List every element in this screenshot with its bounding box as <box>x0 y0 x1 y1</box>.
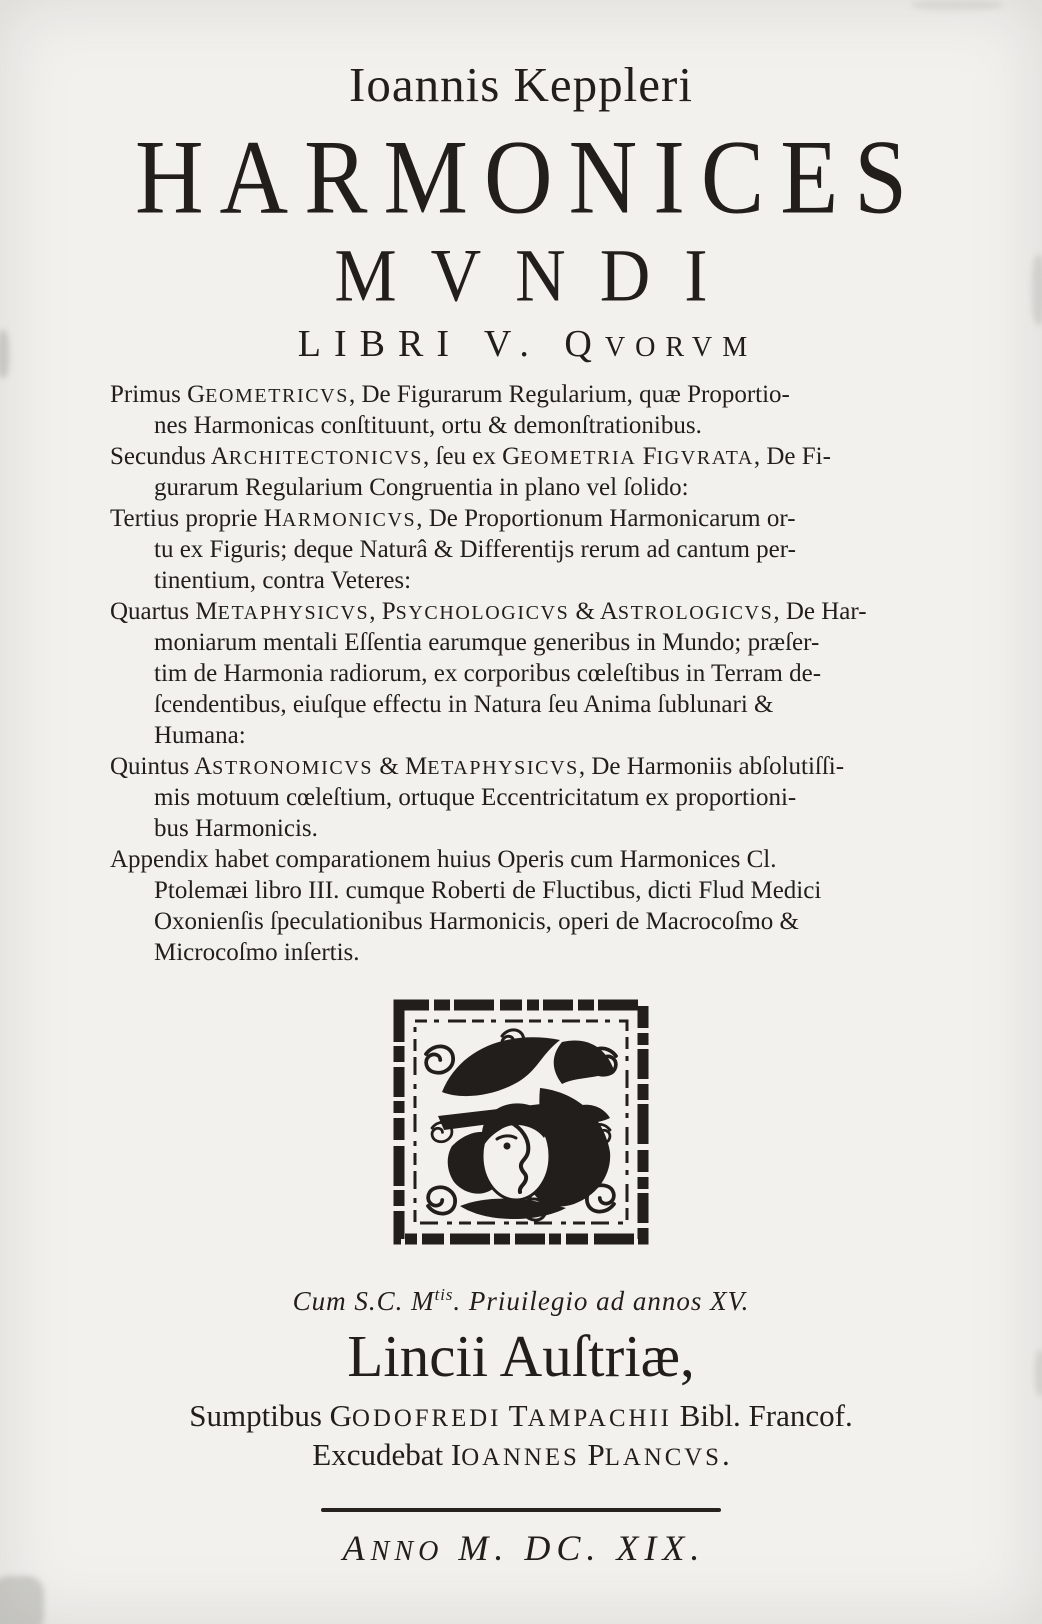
book5-line: mis motuum cœleſtium, ortuque Eccentricitatum ex proportioni- <box>154 783 797 811</box>
appendix-line: Ptolemæi libro III. cumque Roberti de Fluctibus, dicti Flud Medici <box>154 876 822 904</box>
book-summary-list <box>110 379 932 968</box>
divider-rule <box>321 1508 721 1512</box>
book3-line: tinentium, contra Veteres: <box>154 566 412 594</box>
appendix-line: Microcoſmo inſertis. <box>154 938 360 966</box>
appendix-line: Oxonienſis ſpeculationibus Harmonicis, operi de Macrocoſmo & <box>154 907 799 935</box>
book4-line: Humana: <box>154 721 246 749</box>
book5-line: bus Harmonicis. <box>154 814 318 842</box>
book1-line: nes Harmonicas conſtituunt, ortu & demonſtrationibus. <box>154 411 702 439</box>
book1-line: Primus GEOMETRICVS, De Figurarum Regularium, quæ Proportio- <box>110 380 790 408</box>
book3-line: tu ex Figuris; deque Naturâ & Differentijs rerum ad cantum per- <box>154 535 796 563</box>
book2-line: gurarum Regularium Congruentia in plano vel ſolido: <box>154 473 689 501</box>
printer-ornament <box>0 996 1042 1253</box>
book5-line: Quintus ASTRONOMICVS & METAPHYSICVS, De Harmoniis abſolutiſſi- <box>110 752 845 780</box>
book4-line: Quartus METAPHYSICVS, PSYCHOLOGICVS & ASTROLOGICVS, De Har- <box>110 597 867 625</box>
place-line: Lincii Auſtriæ, <box>347 1323 695 1390</box>
printer-ornament-image <box>390 996 652 1248</box>
printer-line: Excudebat IOANNES PLANCVS. <box>312 1437 730 1473</box>
publisher-line: Sumptibus GODOFREDI TAMPACHII Bibl. Francof. <box>189 1398 853 1434</box>
libri-subtitle: LIBRI V. QVORVM <box>297 322 758 365</box>
privilege-text: Cum S.C. M <box>292 1285 435 1316</box>
main-title-second-word: MVNDI <box>334 234 742 318</box>
privilege-superscript: tis <box>434 1284 454 1304</box>
author-line: Ioannis Keppleri <box>349 57 693 112</box>
book3-line: Tertius proprie HARMONICVS, De Proportionum Harmonicarum or- <box>110 504 796 532</box>
privilege-line <box>0 1285 1042 1317</box>
anno-line: ANNO M. DC. XIX. <box>342 1527 706 1568</box>
scan-smudge <box>0 1576 44 1624</box>
book4-line: moniarum mentali Eſſentia earumque generibus in Mundo; præſer- <box>154 628 820 656</box>
appendix-line: Appendix habet comparationem huius Operis cum Harmonices Cl. <box>110 845 777 873</box>
book4-line: tim de Harmonia radiorum, ex corporibus cœleſtibus in Terram de- <box>154 659 822 687</box>
book2-line: Secundus ARCHITECTONICVS, ſeu ex GEOMETRIA FIGVRATA, De Fi- <box>110 442 831 470</box>
privilege-text: . Priuilegio ad annos XV. <box>453 1285 750 1316</box>
book4-line: ſcendentibus, eiuſque effectu in Natura ſeu Anima ſublunari & <box>154 690 774 718</box>
main-title: HARMONICES <box>134 117 924 236</box>
